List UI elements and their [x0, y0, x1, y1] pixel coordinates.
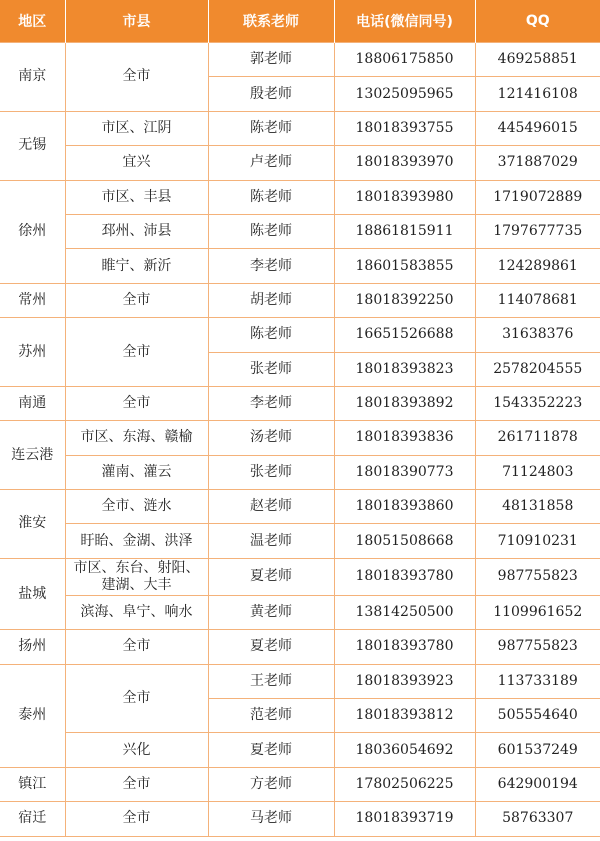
- table-row: [0, 490, 600, 524]
- table-row: [0, 524, 600, 558]
- phone-cell: 18018393892: [334, 386, 475, 420]
- phone-cell: 18018393823: [334, 352, 475, 386]
- teacher-cell: 方老师: [208, 767, 334, 801]
- phone-cell: 18018392250: [334, 283, 475, 317]
- qq-cell: 642900194: [475, 767, 600, 801]
- table-row: [0, 595, 600, 629]
- qq-cell: 371887029: [475, 146, 600, 180]
- phone-cell: 18051508668: [334, 524, 475, 558]
- phone-cell: 18018393860: [334, 490, 475, 524]
- header-row: [0, 0, 600, 43]
- phone-cell: 18018390773: [334, 455, 475, 489]
- county-cell: 市区、丰县: [65, 180, 208, 214]
- table-row: [0, 318, 600, 352]
- region-cell: 无锡: [0, 111, 65, 180]
- teacher-cell: 张老师: [208, 352, 334, 386]
- table-row: [0, 455, 600, 489]
- qq-cell: 58763307: [475, 802, 600, 836]
- table-row: [0, 767, 600, 801]
- county-cell: 全市: [65, 630, 208, 664]
- county-cell: 全市: [65, 43, 208, 112]
- qq-cell: 124289861: [475, 249, 600, 283]
- teacher-cell: 陈老师: [208, 214, 334, 248]
- region-cell: 常州: [0, 283, 65, 317]
- qq-cell: 505554640: [475, 699, 600, 733]
- qq-cell: 601537249: [475, 733, 600, 767]
- table-row: [0, 421, 600, 455]
- phone-cell: 18018393980: [334, 180, 475, 214]
- region-cell: 镇江: [0, 767, 65, 801]
- teacher-cell: 范老师: [208, 699, 334, 733]
- teacher-cell: 卢老师: [208, 146, 334, 180]
- phone-cell: 13814250500: [334, 595, 475, 629]
- phone-cell: 18018393755: [334, 111, 475, 145]
- table-row: [0, 664, 600, 698]
- county-cell: 全市: [65, 283, 208, 317]
- qq-cell: 1543352223: [475, 386, 600, 420]
- county-cell: 滨海、阜宁、响水: [65, 595, 208, 629]
- county-cell: 全市: [65, 318, 208, 387]
- qq-cell: 1797677735: [475, 214, 600, 248]
- teacher-cell: 马老师: [208, 802, 334, 836]
- teacher-cell: 汤老师: [208, 421, 334, 455]
- county-cell: 全市: [65, 386, 208, 420]
- table-row: [0, 283, 600, 317]
- phone-cell: 18601583855: [334, 249, 475, 283]
- county-cell: 全市: [65, 767, 208, 801]
- phone-cell: 18018393780: [334, 558, 475, 595]
- county-cell: 市区、东海、赣榆: [65, 421, 208, 455]
- teacher-cell: 夏老师: [208, 558, 334, 595]
- region-cell: 南京: [0, 43, 65, 112]
- county-cell: 兴化: [65, 733, 208, 767]
- region-cell: 连云港: [0, 421, 65, 490]
- qq-cell: 31638376: [475, 318, 600, 352]
- teacher-cell: 夏老师: [208, 630, 334, 664]
- table-row: [0, 802, 600, 836]
- teacher-cell: 李老师: [208, 386, 334, 420]
- table-row: [0, 386, 600, 420]
- region-cell: 泰州: [0, 664, 65, 767]
- county-cell: 邳州、沛县: [65, 214, 208, 248]
- county-cell: [65, 558, 208, 595]
- table-row: [0, 733, 600, 767]
- table-row: [0, 214, 600, 248]
- county-line: 市区、东台、射阳、: [73, 559, 200, 576]
- qq-cell: 987755823: [475, 558, 600, 595]
- header-teacher: 联系老师: [208, 0, 334, 43]
- qq-cell: 261711878: [475, 421, 600, 455]
- teacher-cell: 赵老师: [208, 490, 334, 524]
- qq-cell: 987755823: [475, 630, 600, 664]
- phone-cell: 18806175850: [334, 43, 475, 77]
- table-row: [0, 630, 600, 664]
- table-row: [0, 249, 600, 283]
- table-row: [0, 111, 600, 145]
- region-cell: 盐城: [0, 558, 65, 629]
- phone-cell: 18861815911: [334, 214, 475, 248]
- teacher-cell: 温老师: [208, 524, 334, 558]
- county-cell: 灌南、灌云: [65, 455, 208, 489]
- phone-cell: 17802506225: [334, 767, 475, 801]
- phone-cell: 18018393836: [334, 421, 475, 455]
- header-region: 地区: [0, 0, 65, 43]
- header-county: 市县: [65, 0, 208, 43]
- phone-cell: 18018393970: [334, 146, 475, 180]
- teacher-cell: 郭老师: [208, 43, 334, 77]
- county-cell: 市区、江阴: [65, 111, 208, 145]
- qq-cell: 2578204555: [475, 352, 600, 386]
- header-qq: QQ: [475, 0, 600, 43]
- county-cell: 全市、涟水: [65, 490, 208, 524]
- teacher-cell: 陈老师: [208, 111, 334, 145]
- qq-cell: 445496015: [475, 111, 600, 145]
- county-cell: 全市: [65, 664, 208, 733]
- teacher-cell: 陈老师: [208, 180, 334, 214]
- teacher-cell: 张老师: [208, 455, 334, 489]
- table-row: [0, 43, 600, 77]
- region-cell: 宿迁: [0, 802, 65, 836]
- phone-cell: 13025095965: [334, 77, 475, 111]
- region-cell: 徐州: [0, 180, 65, 283]
- teacher-cell: 黄老师: [208, 595, 334, 629]
- header-phone: 电话(微信同号): [334, 0, 475, 43]
- phone-cell: 18018393780: [334, 630, 475, 664]
- county-line: 建湖、大丰: [101, 576, 172, 593]
- teacher-cell: 陈老师: [208, 318, 334, 352]
- table-row: [0, 180, 600, 214]
- qq-cell: 469258851: [475, 43, 600, 77]
- teacher-cell: 王老师: [208, 664, 334, 698]
- phone-cell: 16651526688: [334, 318, 475, 352]
- region-cell: 苏州: [0, 318, 65, 387]
- qq-cell: 114078681: [475, 283, 600, 317]
- qq-cell: 121416108: [475, 77, 600, 111]
- county-cell: 宜兴: [65, 146, 208, 180]
- region-cell: 南通: [0, 386, 65, 420]
- phone-cell: 18018393812: [334, 699, 475, 733]
- qq-cell: 71124803: [475, 455, 600, 489]
- teacher-cell: 李老师: [208, 249, 334, 283]
- qq-cell: 113733189: [475, 664, 600, 698]
- phone-cell: 18018393719: [334, 802, 475, 836]
- county-cell: 盱眙、金湖、洪泽: [65, 524, 208, 558]
- region-cell: 扬州: [0, 630, 65, 664]
- phone-cell: 18036054692: [334, 733, 475, 767]
- county-cell: 全市: [65, 802, 208, 836]
- teacher-cell: 夏老师: [208, 733, 334, 767]
- qq-cell: 1109961652: [475, 595, 600, 629]
- qq-cell: 1719072889: [475, 180, 600, 214]
- table-row: [0, 558, 600, 595]
- phone-cell: 18018393923: [334, 664, 475, 698]
- county-cell: 睢宁、新沂: [65, 249, 208, 283]
- teacher-cell: 胡老师: [208, 283, 334, 317]
- teacher-cell: 殷老师: [208, 77, 334, 111]
- qq-cell: 48131858: [475, 490, 600, 524]
- region-cell: 淮安: [0, 490, 65, 559]
- qq-cell: 710910231: [475, 524, 600, 558]
- table-row: [0, 146, 600, 180]
